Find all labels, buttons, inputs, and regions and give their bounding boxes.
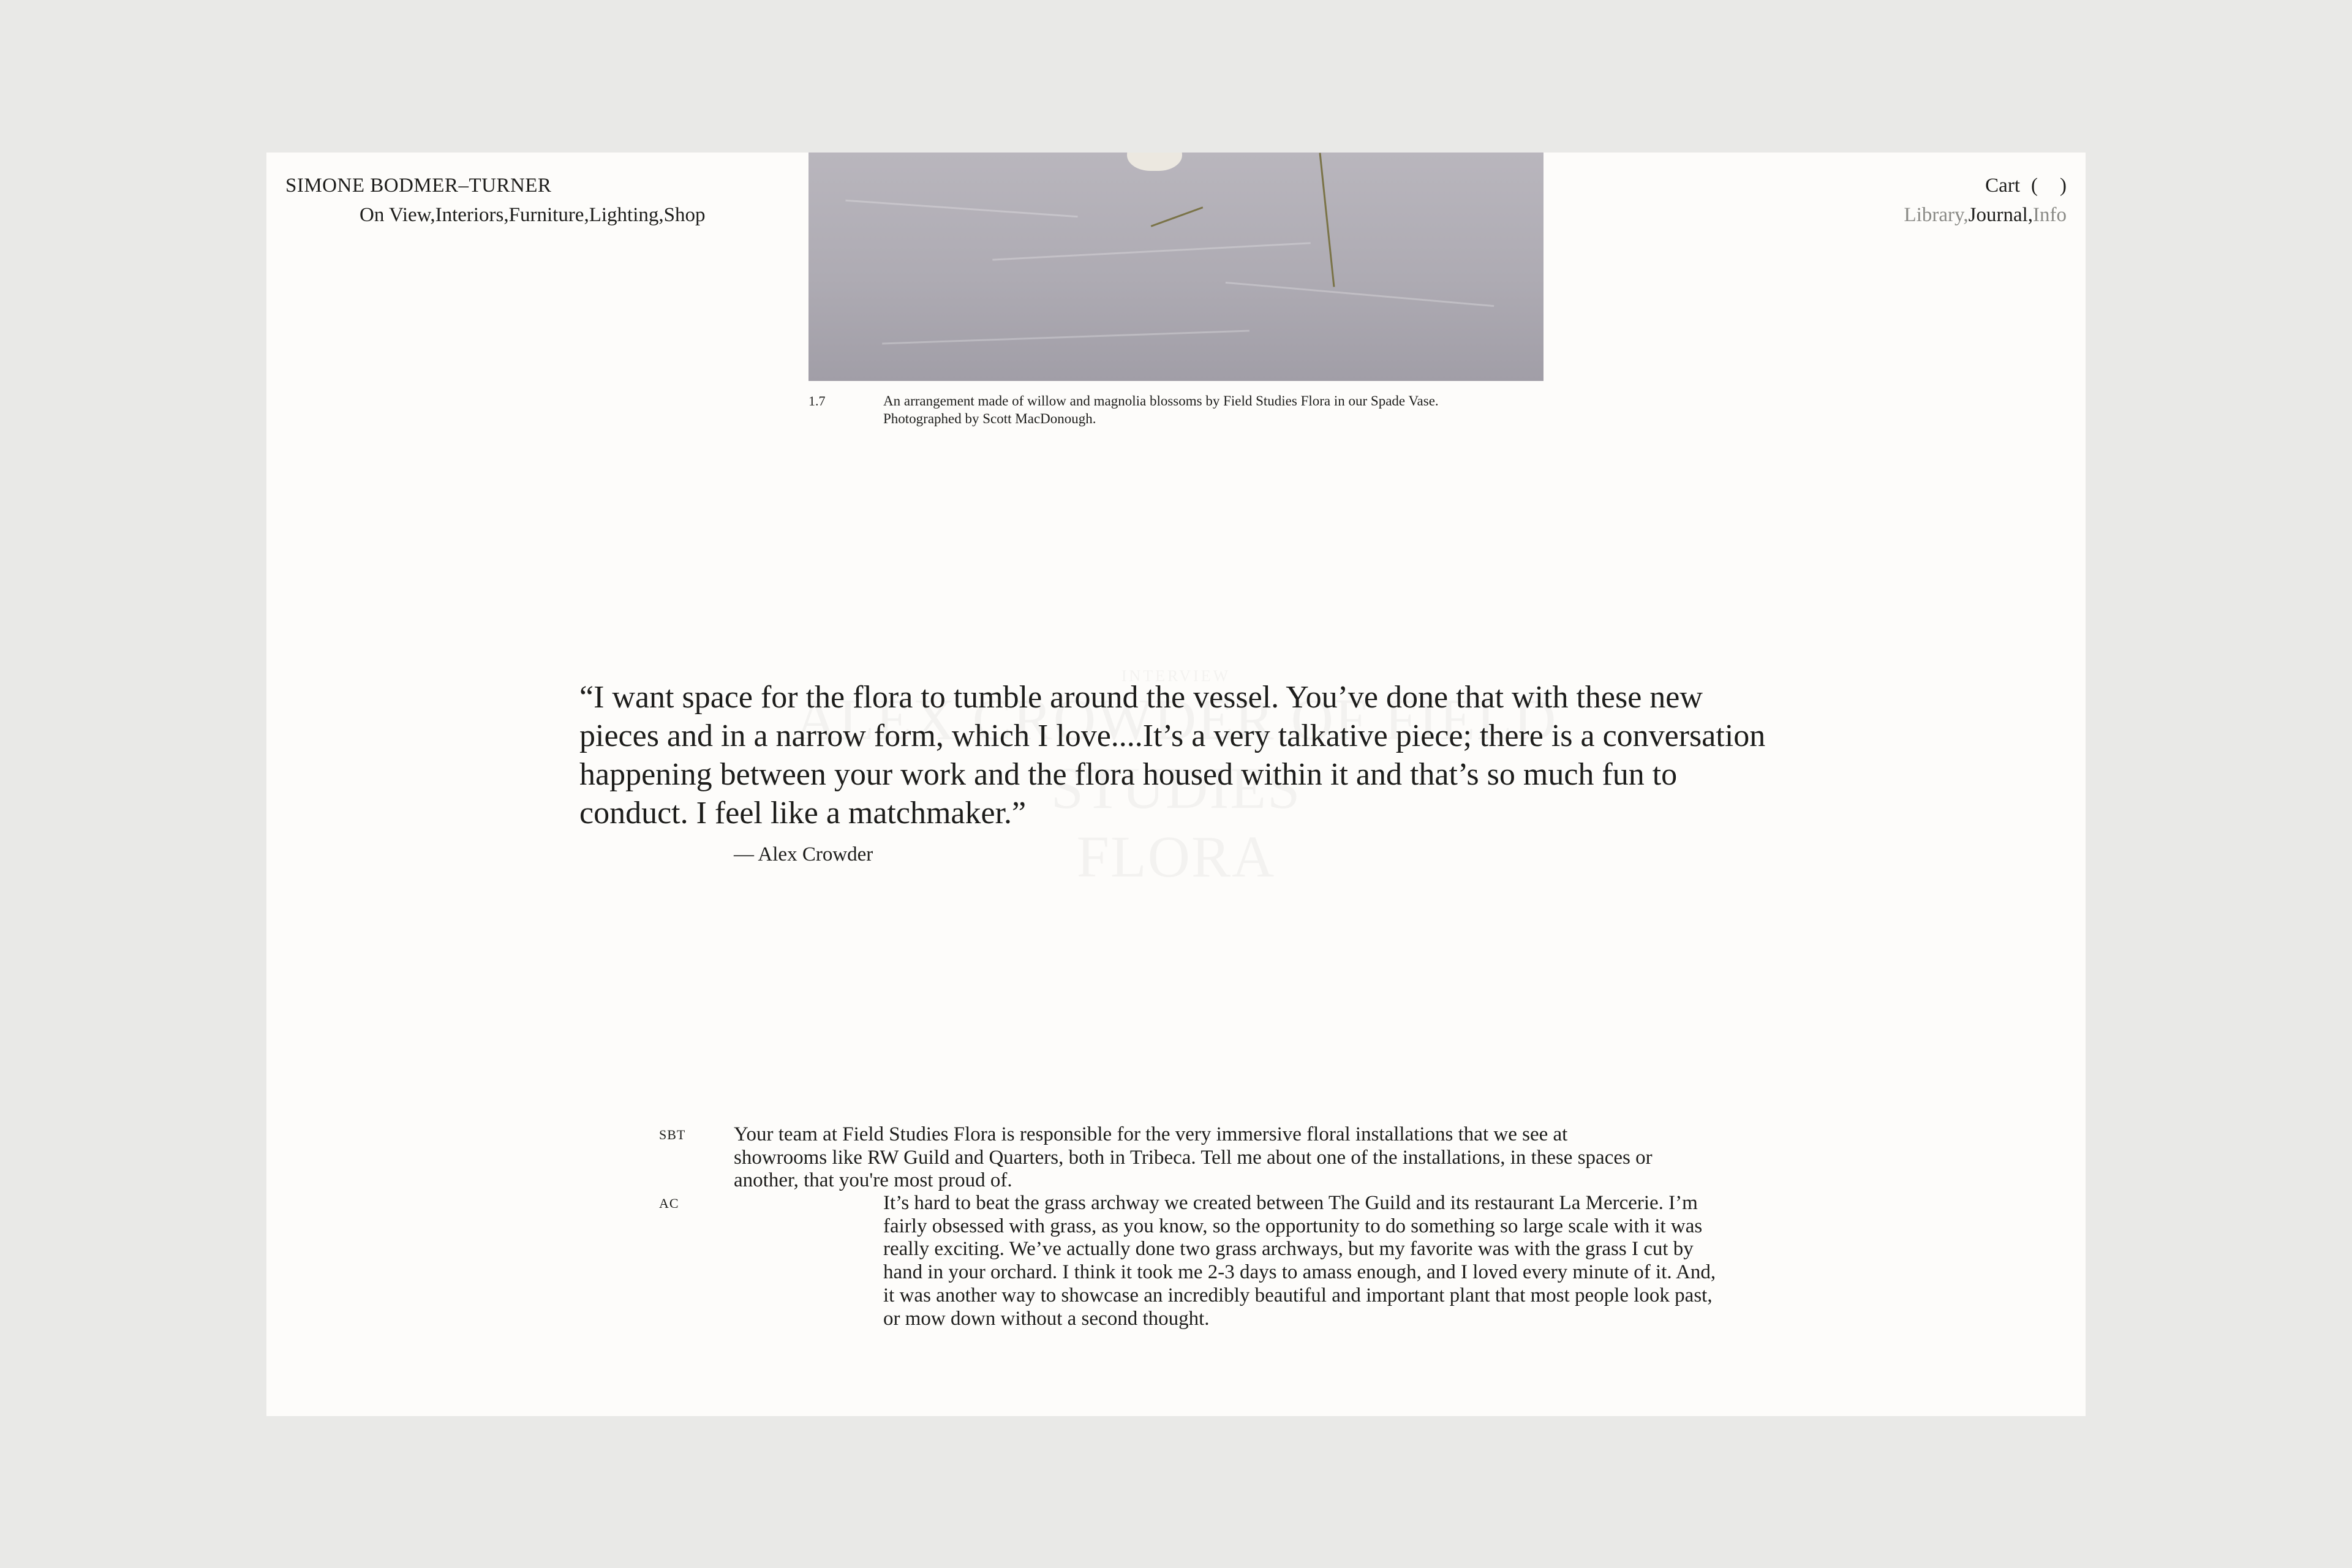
- brand-logo[interactable]: SIMONE BODMER–TURNER: [285, 175, 552, 197]
- speaker-label: SBT: [659, 1127, 686, 1142]
- speaker-label: AC: [659, 1196, 679, 1211]
- nav-journal[interactable]: Journal: [1968, 204, 2028, 226]
- cart-label: Cart: [1985, 175, 2020, 197]
- cloth-fold: [992, 242, 1310, 260]
- arrangement-photo: [809, 153, 1544, 381]
- nav-separator: ,: [430, 204, 435, 226]
- cart-close-paren: ): [2060, 175, 2067, 197]
- nav-separator: ,: [2027, 204, 2034, 226]
- vase-shape: [1127, 153, 1182, 171]
- nav-shop[interactable]: Shop: [663, 204, 706, 226]
- nav-separator: ,: [584, 204, 589, 226]
- nav-info[interactable]: Info: [2033, 204, 2067, 226]
- page-window: [266, 153, 2086, 1416]
- cart-link[interactable]: [1985, 175, 2067, 197]
- interview-answer: It’s hard to beat the grass archway we created between The Guild and its restaurant La Mercerie. I’m fairly obsessed with grass, as you know, so the opportunity to do something so large scale with it was really exciting. We’ve actually done two grass archways, but my favorite was with the grass I cut by hand in your orchard. I think it took me 2-3 days to amass enough, and I loved every minute of it. And, it was another way to showcase an incredibly beautiful and important plant that most people look past, or mow down without a second thought.: [883, 1192, 1716, 1330]
- figure-caption: An arrangement made of willow and magnolia blossoms by Field Studies Flora in our Spade Vase. Photographed by Scott MacDonough.: [883, 393, 1439, 426]
- main-nav: [360, 204, 706, 227]
- pull-quote: “I want space for the flora to tumble around the vessel. You’ve done that with these new pieces and in a narrow form, which I love....It’s a very talkative piece; there is a conversation happening between your work and the flora housed within it and that’s so much fun to conduct. I feel like a matchmaker.”: [579, 680, 1766, 831]
- nav-separator: ,: [658, 204, 664, 226]
- cloth-fold: [1226, 282, 1494, 307]
- nav-separator: ,: [1963, 204, 1969, 226]
- cloth-fold: [845, 200, 1077, 218]
- quote-attribution: — Alex Crowder: [734, 843, 873, 865]
- cloth-fold: [882, 330, 1250, 345]
- nav-separator: ,: [503, 204, 509, 226]
- secondary-nav: [1904, 204, 2067, 227]
- nav-furniture[interactable]: Furniture: [508, 204, 584, 226]
- cart-open-paren: (: [2031, 175, 2038, 197]
- nav-library[interactable]: Library: [1904, 204, 1964, 226]
- willow-stem: [1319, 153, 1335, 287]
- interview-question: Your team at Field Studies Flora is responsible for the very immersive floral installations that we see at showrooms like RW Guild and Quarters, both in Tribeca. Tell me about one of the installations, in these spaces or another, that you're most proud of.: [734, 1123, 1653, 1191]
- nav-interiors[interactable]: Interiors: [435, 204, 504, 226]
- nav-lighting[interactable]: Lighting: [589, 204, 659, 226]
- nav-on-view[interactable]: On View: [360, 204, 431, 226]
- figure-number: 1.7: [809, 393, 826, 409]
- willow-stem: [1151, 206, 1204, 227]
